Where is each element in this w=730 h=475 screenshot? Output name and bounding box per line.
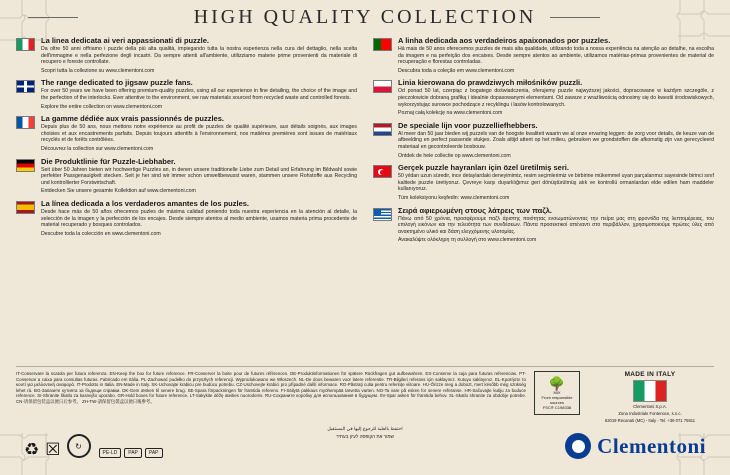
company-city: 62019 Recanati (MC) - Italy - Tel. +39 071 75811 <box>604 418 696 424</box>
block-link-en: Explore the entire collection on www.clementoni.com <box>41 103 163 110</box>
hebrew-notice: שמור את הקופסה לעיון בעתיד <box>336 433 394 439</box>
block-title-fr: La gamme dédiée aux vrais passionnés de puzzles. <box>41 114 224 124</box>
block-link-pl: Poznaj całą kolekcję na www.clementoni.com <box>398 110 503 117</box>
arabic-notice: احتفظ بالعلبة للرجوع إليها في المستقبل <box>327 425 403 431</box>
block-text-it: Da oltre 50 anni offriamo i puzzle della più alta qualità, impiegando tutta la nostra esperienza nella cura del dettaglio, nella scelta dell'immagine e nella perfezione degli incastri. Da sempre attenti all'ambiente, utilizziamo materie prime provenienti da materiale di recupero e foreste controllate. <box>41 46 357 66</box>
language-block-nl <box>373 121 714 159</box>
block-link-nl: Ontdek de hele collectie op www.clementoni.com <box>398 152 511 159</box>
left-column <box>16 36 357 364</box>
block-text-fr: Depuis plus de 50 ans, nous mettons notre expérience au profit de puzzles de qualité supérieure, aux détails soignés, aux images choisies et aux encastrements parfaits. Depuis toujours attentifs à l'environnement, nos matières premières sont issues de matériaux recyclés et de forêts contrôlées. <box>41 124 357 144</box>
flag-en-icon <box>16 80 35 93</box>
block-title-es: La línea dedicada a los verdaderos amantes de los puzles. <box>41 198 249 208</box>
block-title-el: Σειρά αφιερωμένη στους λάτρεις των παζλ. <box>398 205 552 215</box>
block-link-tr: Tüm koleksiyonu keşfedin: www.clementoni.com <box>398 194 510 201</box>
material-codes <box>99 448 163 458</box>
recycling-symbols <box>24 434 163 458</box>
legal-text: IT-Conservare la scatola per futura referenza. EN-Keep the box for future reference. FR-Conserver la boite pour de futures références. DE-Produktinformationen für spätere Rückfragen gut aufbewahren. ES-Conserve la caja para futuras referencias. PT-Conservar a caixa para consultas futuras. Fabricado em Itália. PL-Zachować pudełko do przyszłych referencji. Wyprodukowano we Włoszech. NL-De doos bewaren voor latere referentie. TR-Bilgileri referans için saklayınız. Kutuyu saklayınız. EL-Κρατήστε το κουτί για μελλοντική αναφορά. IT-Prodotto in Italia. EN-Made in Italy. SK-Uchovajte krabicu pre budúcu potrebu. CZ-Uschovejte krabici pro případné další informace. RO-Păstraţi cutia pentru referinţe viitoare. HU-Őrizze meg a dobozt, mert később még szükség lehet rá. BG-Запазете кутията за бъдещи справки. DK-Gem æsken til senere brug. SE-Spara förpackningen för framtida referens. FI-Säilytä pakkaus myöhempää tarvetta varten. NO-Ta vare på esken for senere referanse. HR-Sačuvajte kutiju za buduce reference. SI-Shranite škatlo za kasnejšo uporabo. GR-Hold boxes for future reference. LT-Sakykite déžę ateities nuorodoms. RU-Сохраните коробку для использования в будущем. SV-Spar asken för framtida behov. SL-Skatlo shranite za obdobje potrebe. CN-请保留包装盒以便日后参考。 ZH-TW-請保留包裝盒以便日後參考。 <box>16 371 526 404</box>
language-block-es <box>16 199 357 237</box>
language-block-tr <box>373 163 714 201</box>
block-text-el: Πάνω από 50 χρόνια, προσφέρουμε παζλ άριστης ποιότητας ενσωματώνοντας την πείρα μας στη φροντίδα της λεπτομέρειας, του επιλογή εικόνων και την τελειότητα των συνδέσεων. Πάντα προσεκτικοί απέναντι στο περιβάλλον, χρησιμοποιούμε πρώτες ύλες από ανακτημένο υλικό και δάση ελεγχόμενης υλοτομίας. <box>398 215 714 235</box>
block-title-tr: Gerçek puzzle hayranları için özel üretilmiş seri. <box>398 163 569 173</box>
mobius-loop-icon: ↻ <box>67 434 91 458</box>
recycle-icon <box>24 441 39 458</box>
legal-section <box>16 366 714 424</box>
block-text-pl: Od ponad 50 lat, czerpiąc z bogatego doświadczenia, oferujemy puzzle najwyższej jakości, dopracowane w każdym szczególe, z pieczołowicie dobraną grafiką i idealnie dopasowanymi elementami. Od zawsze z wrażliwością odnosimy się do kwestii środowiskowych, wykorzystując surowce pochodzące z recyklingu i lasów kontrolowanych. <box>398 88 714 108</box>
block-title-en: The range dedicated to jigsaw puzzle fans. <box>41 78 193 88</box>
header-rule-left <box>28 17 78 18</box>
fsc-code: FSC® C198338 <box>542 404 572 410</box>
flag-italy-icon <box>633 380 667 402</box>
brand-name: Clementoni <box>597 433 706 458</box>
language-columns <box>0 34 730 364</box>
page-title: HIGH QUALITY COLLECTION <box>193 5 537 28</box>
block-text-es: Desde hace más de 50 años ofrecemos puzles de máxima calidad poniendo toda nuestra experiencia en la atención al detalle, la selección de la imagen y la perfección de los encajes. Desde siempre atentos al medio ambiente, usamos materia prima procedente de material recuperado y bosques controlados. <box>41 208 357 229</box>
block-title-it: La linea dedicata ai veri appassionati di puzzle. <box>41 36 209 45</box>
do-not-litter-icon <box>45 441 60 458</box>
block-title-pl: Linia kierowana do prawdziwych miłośników puzzli. <box>398 78 583 88</box>
right-column <box>373 36 714 364</box>
block-link-el: Ανακαλύψτε ολόκληρη τη συλλογή στο www.clementoni.com <box>398 237 537 244</box>
brand-logo <box>565 433 706 459</box>
flag-gr-icon <box>373 208 392 221</box>
made-in-title: MADE IN ITALY <box>624 371 676 378</box>
flag-fr-icon <box>16 116 35 129</box>
page-header <box>0 0 730 34</box>
flag-pl-icon <box>373 80 392 93</box>
block-text-en: For over 50 years we have been offering premium-quality puzzles, using all our experience in fine detailing, the choice of the image and the perfection of the interlocks. Ever attentive to the environment, we raw materials sourced from recycled waste and controlled forests. <box>41 88 357 101</box>
fsc-source-line1: From responsible <box>541 394 573 400</box>
material-code-peld: PE-LD <box>99 448 122 458</box>
fsc-logo <box>534 371 580 415</box>
language-block-fr <box>16 114 357 152</box>
fsc-mix-label: MIX <box>553 389 561 395</box>
block-title-nl: De speciale lijn voor puzzelliefhebbers. <box>398 120 538 130</box>
block-text-nl: Al meer dan 50 jaar bieden wij puzzels van de hoogste kwaliteit waarin we al onze ervaring leggen: de zorg voor details, de keuze van de afbeelding en perfect passende stukjes. Zoals altijd attent op het milieu, gebruiken we grondstoffen die afkomstig zijn van gerecycleerd materiaal en gecontroleerde bosbouw. <box>398 130 714 150</box>
block-link-fr: Découvrez la collection sur www.clementoni.com <box>41 145 154 152</box>
block-title-de: Die Produktlinie für Puzzle-Liebhaber. <box>41 156 176 166</box>
flag-it-icon <box>16 38 35 51</box>
block-title-pt: A linha dedicada aos verdadeiros apaixonados por puzzles. <box>398 36 611 45</box>
material-code-pap-2: PAP <box>145 448 163 458</box>
block-link-de: Entdecken Sie unsere gesamte Kollektion auf www.clementoni.com <box>41 188 196 195</box>
company-address: Zona Industriale Fontenoce, s.n.c. <box>618 411 682 417</box>
block-link-pt: Descubra toda a coleção em www.clementoni.com <box>398 67 515 74</box>
page-footer <box>0 417 730 475</box>
flag-tr-icon <box>373 165 392 178</box>
flag-de-icon <box>16 159 35 172</box>
language-block-el <box>373 206 714 244</box>
block-text-de: Seit über 50 Jahren bieten wir hochwertige Puzzles an, in denen unsere traditionelle Liebe zum Detail und Erfahrung im Bildwahl sowie perfekter Passgenauigkeit stecken. Seit je her sind wir immer schon umweltbewusst waren, stammen unsere Rohstoffe aus Recycling und kontrollierter Forstwirtschaft. <box>41 166 357 186</box>
brand-mark-icon <box>565 433 591 459</box>
company-name: Clementoni S.p.A. <box>633 404 667 409</box>
block-link-it: Scopri tutta la collezione su www.clementoni.com <box>41 67 155 74</box>
block-text-tr: 50 yıldan uzun süredir, ince detaylardaki deneyimimiz, resim seçimlerimiz ve birbirine mükemmel uyan parçalarımız sayesinde birinci sınıf kalitede puzzle üretiyoruz. Çevreye karşı duyarlılığımız geri dönüştürülmüş atık ve kontrollü ormanlardan elde edilen ham maddeler kullanıyoruz. <box>398 173 714 193</box>
flag-es-icon <box>16 201 35 214</box>
material-code-pap-1: PAP <box>124 448 142 458</box>
header-rule-right <box>550 17 600 18</box>
bin-glyph: ☒ <box>45 440 61 459</box>
language-block-pl <box>373 78 714 116</box>
fsc-tree-icon: 🌳 <box>548 375 566 391</box>
language-block-de <box>16 157 357 195</box>
fsc-source-line2: sources <box>549 399 564 405</box>
flag-pt-icon <box>373 38 392 51</box>
block-text-pt: Há mais de 50 anos oferecemos puzzles de mais alta qualidade, utilizando toda a nossa experiência na atenção ao detalhe, na escolha da imagem e na perfeição dos encaixes. Desde sempre atentos ao ambiente, utilizamos matérias-primas provenientes de material de recuperação e florestas controladas. <box>398 46 714 66</box>
flag-nl-icon <box>373 123 392 136</box>
block-link-es: Descubre toda la colección en www.clementoni.com <box>41 230 161 237</box>
language-block-en <box>16 78 357 110</box>
recycle-glyph: ♻ <box>24 440 40 459</box>
